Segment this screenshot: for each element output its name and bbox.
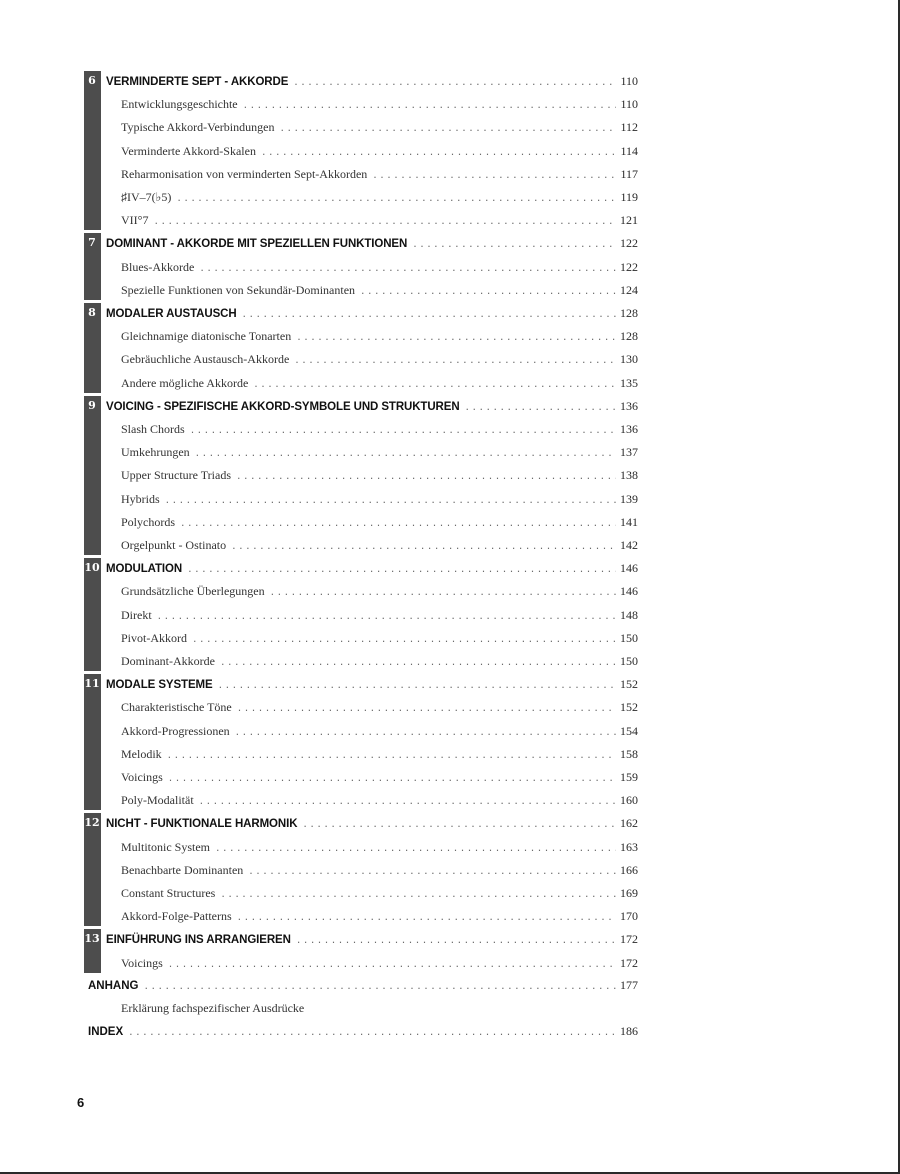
toc-entry-row[interactable] [121,628,638,648]
toc-entry-row[interactable] [121,605,638,625]
toc-page-number: 130 [620,352,638,367]
dot-leader [221,884,616,904]
dot-leader [219,675,616,695]
dot-leader [169,954,616,974]
toc-label: Multitonic System [121,839,211,854]
toc-page-number: 128 [620,329,638,344]
toc-entry-row[interactable] [121,489,638,509]
toc-label: EINFÜHRUNG INS ARRANGIEREN [106,934,291,947]
toc-entry-row[interactable] [121,953,638,973]
dot-leader [373,165,616,185]
toc-label: DOMINANT - AKKORDE MIT SPEZIELLEN FUNKTIONEN [106,238,408,251]
dot-leader [413,234,616,254]
toc-page-number: 172 [620,932,638,947]
toc-page-number: 122 [620,236,638,251]
toc-entry-row[interactable] [121,721,638,741]
toc-entry-row[interactable] [121,535,638,555]
toc-page-number: 159 [620,770,638,784]
toc-page-number: 150 [620,654,638,668]
toc-entry-row[interactable] [121,280,638,300]
toc-page-number: 128 [620,306,638,320]
dot-leader [158,606,616,626]
toc-label: Erklärung fachspezifischer Ausdrücke [121,1001,305,1015]
toc-page-number: 135 [620,375,638,390]
toc-entry-row[interactable] [121,883,638,903]
toc-label: Akkord-Progressionen [121,723,230,738]
toc-chapter-row[interactable] [106,396,638,416]
toc-label: MODALE SYSTEME [106,679,213,692]
chapter-marker-bar [84,396,101,555]
toc-entry-row[interactable] [121,187,638,207]
chapter-number: 8 [88,306,96,319]
toc-label: Pivot-Akkord [121,630,187,645]
dot-leader [271,582,616,602]
toc-entry-row[interactable] [121,442,638,462]
toc-label: Orgelpunkt - Ostinato [121,538,227,552]
toc-page-number: 170 [620,909,638,924]
toc-label: Constant Structures [121,886,216,900]
dot-leader [244,95,617,115]
dot-leader [196,443,616,463]
toc-label: Voicings [121,770,163,784]
toc-label: Polychords [121,514,175,529]
toc-page-number: 186 [620,1024,638,1039]
toc-page-number: 166 [620,862,638,877]
dot-leader [237,466,616,486]
toc-page-number: 136 [620,422,638,436]
toc-page-number: 152 [620,700,638,715]
toc-label: Gleichnamige diatonische Tonarten [121,329,292,344]
toc-label: Reharmonisation von verminderten Sept-Akkorden [121,166,368,181]
toc-entry-row[interactable] [121,581,638,601]
toc-chapter-row[interactable] [106,558,638,578]
toc-label: INDEX [88,1026,124,1039]
toc-page-number: 122 [620,259,638,274]
toc-entry-row[interactable] [121,349,638,369]
toc-entry-row[interactable] [121,373,638,393]
toc-page-number: 121 [620,213,638,228]
dot-leader [221,652,616,672]
toc-page-number: 152 [620,677,638,692]
chapter-number: 13 [84,932,100,946]
dot-leader [243,304,616,324]
dot-leader [280,118,616,138]
chapter-number: 11 [84,677,100,691]
toc-entry-row[interactable] [121,117,638,137]
toc-page-number: 136 [620,398,638,413]
dot-leader [232,536,616,556]
dot-leader [144,976,616,996]
toc-page-number: 154 [620,723,638,738]
toc-label: Voicings [121,955,163,970]
toc-entry-row[interactable] [121,790,638,810]
toc-entry-row[interactable] [121,651,638,671]
chapter-marker-bar [84,674,101,810]
toc-appendix-row[interactable] [88,1021,638,1041]
toc-entry-row[interactable] [121,767,638,787]
toc-page-number: 158 [620,746,638,761]
toc-entry-row[interactable] [121,998,638,1018]
toc-chapter-row[interactable] [106,303,638,323]
toc-page-number: 114 [620,143,638,158]
dot-leader [303,814,616,834]
chapter-number: 9 [88,398,96,412]
toc-chapter-row[interactable] [106,674,638,694]
toc-entry-row[interactable] [121,697,638,717]
toc-label: ANHANG [88,979,139,992]
toc-entry-row[interactable] [121,837,638,857]
toc-label: Hybrids [121,491,160,506]
toc-chapter-row[interactable] [106,929,638,949]
dot-leader [361,281,616,301]
toc-page-number: 138 [620,468,638,483]
toc-label: Spezielle Funktionen von Sekundär-Dominanten [121,282,356,297]
toc-label: Direkt [121,607,152,622]
dot-leader [295,350,616,370]
toc-label: Verminderte Akkord-Skalen [121,143,256,158]
toc-page-number: 162 [620,816,638,831]
dot-leader [169,768,616,788]
page-number: 6 [77,1095,85,1110]
toc-page-number: 150 [620,630,638,645]
dot-leader [216,838,616,858]
toc-entry-row[interactable] [121,164,638,184]
toc-page-number: 117 [620,166,638,181]
dot-leader [297,327,616,347]
toc-label: Benachbarte Dominanten [121,862,244,877]
toc-page-number: 110 [620,97,638,112]
toc-page-number: 163 [620,839,638,854]
dot-leader [166,490,616,510]
dot-leader [154,211,616,231]
dot-leader [294,72,616,92]
toc-page-number: 141 [620,514,638,529]
dot-leader [129,1022,616,1042]
toc-label: Entwicklungsgeschichte [121,97,238,112]
dot-leader [188,559,616,579]
toc-label: ♯IV–7(♭5) [121,190,172,204]
toc-page-number: 148 [620,607,638,622]
toc-entry-row[interactable] [121,141,638,161]
toc-page-number: 137 [620,445,638,460]
dot-leader [466,397,616,417]
chapter-number: 6 [88,74,96,87]
chapter-number: 12 [84,816,100,830]
toc-label: Akkord-Folge-Patterns [121,909,232,924]
toc-label: MODALER AUSTAUSCH [106,308,237,320]
toc-entry-row[interactable] [121,512,638,532]
toc-label: Dominant-Akkorde [121,654,215,668]
toc-page-number: 172 [620,955,638,970]
toc-entry-row[interactable] [121,465,638,485]
toc-page-number: 146 [620,584,638,599]
toc-label: Melodik [121,746,162,761]
toc-label: Umkehrungen [121,445,190,460]
toc-label: Typische Akkord-Verbindungen [121,120,275,135]
toc-entry-row[interactable] [121,906,638,926]
toc-page-number: 169 [620,886,638,900]
toc-entry-row[interactable] [121,326,638,346]
toc-entry-row[interactable] [121,257,638,277]
toc-entry-row[interactable] [121,94,638,114]
toc-label: MODULATION [106,563,183,576]
toc-label: VERMINDERTE SEPT - AKKORDE [106,76,289,88]
dot-leader [238,907,616,927]
dot-leader [262,142,616,162]
toc-page-number: 112 [620,120,638,135]
toc-page-number: 142 [620,538,638,552]
toc-page-number: 139 [620,491,638,506]
toc-label: Gebräuchliche Austausch-Akkorde [121,352,290,367]
dot-leader [238,698,616,718]
chapter-number: 7 [88,236,96,250]
toc-page-number: 124 [620,282,638,297]
toc-label: Slash Chords [121,422,185,436]
toc-entry-row[interactable] [121,210,638,230]
dot-leader [191,420,616,440]
dot-leader [200,791,616,811]
toc-label: Charakteristische Töne [121,700,232,715]
toc-label: Grundsätzliche Überlegungen [121,584,265,599]
chapter-marker-bar [84,71,101,230]
dot-leader [297,930,616,950]
chapter-number: 10 [84,561,100,575]
toc-page-number: 119 [620,190,638,204]
toc-page-number: 146 [620,561,638,576]
toc-label: Blues-Akkorde [121,259,195,274]
toc-label: NICHT - FUNKTIONALE HARMONIK [106,818,298,831]
toc-label: Upper Structure Triads [121,468,231,483]
dot-leader [254,374,616,394]
dot-leader [249,861,616,881]
toc-page-number: 110 [620,74,638,88]
toc-entry-row[interactable] [121,860,638,880]
dot-leader [236,722,616,742]
dot-leader [193,629,616,649]
dot-leader [200,258,616,278]
chapter-marker-bar [84,558,101,671]
toc-entry-row[interactable] [121,744,638,764]
toc-chapter-row[interactable] [106,233,638,253]
toc-label: Andere mögliche Akkorde [121,375,249,390]
toc-label: VOICING - SPEZIFISCHE AKKORD-SYMBOLE UND STRUKTUREN [106,400,460,413]
toc-entry-row[interactable] [121,419,638,439]
toc-page-number: 160 [620,793,638,808]
dot-leader [181,513,616,533]
toc-page-number: 177 [620,977,638,992]
dot-leader [177,188,616,208]
toc-chapter-row[interactable] [106,71,638,91]
toc-chapter-row[interactable] [106,813,638,833]
toc-appendix-row[interactable] [88,975,638,995]
toc-label: Poly-Modalität [121,793,194,808]
dot-leader [168,745,616,765]
toc-label: VII°7 [121,213,149,228]
chapter-marker-bar [84,813,101,926]
